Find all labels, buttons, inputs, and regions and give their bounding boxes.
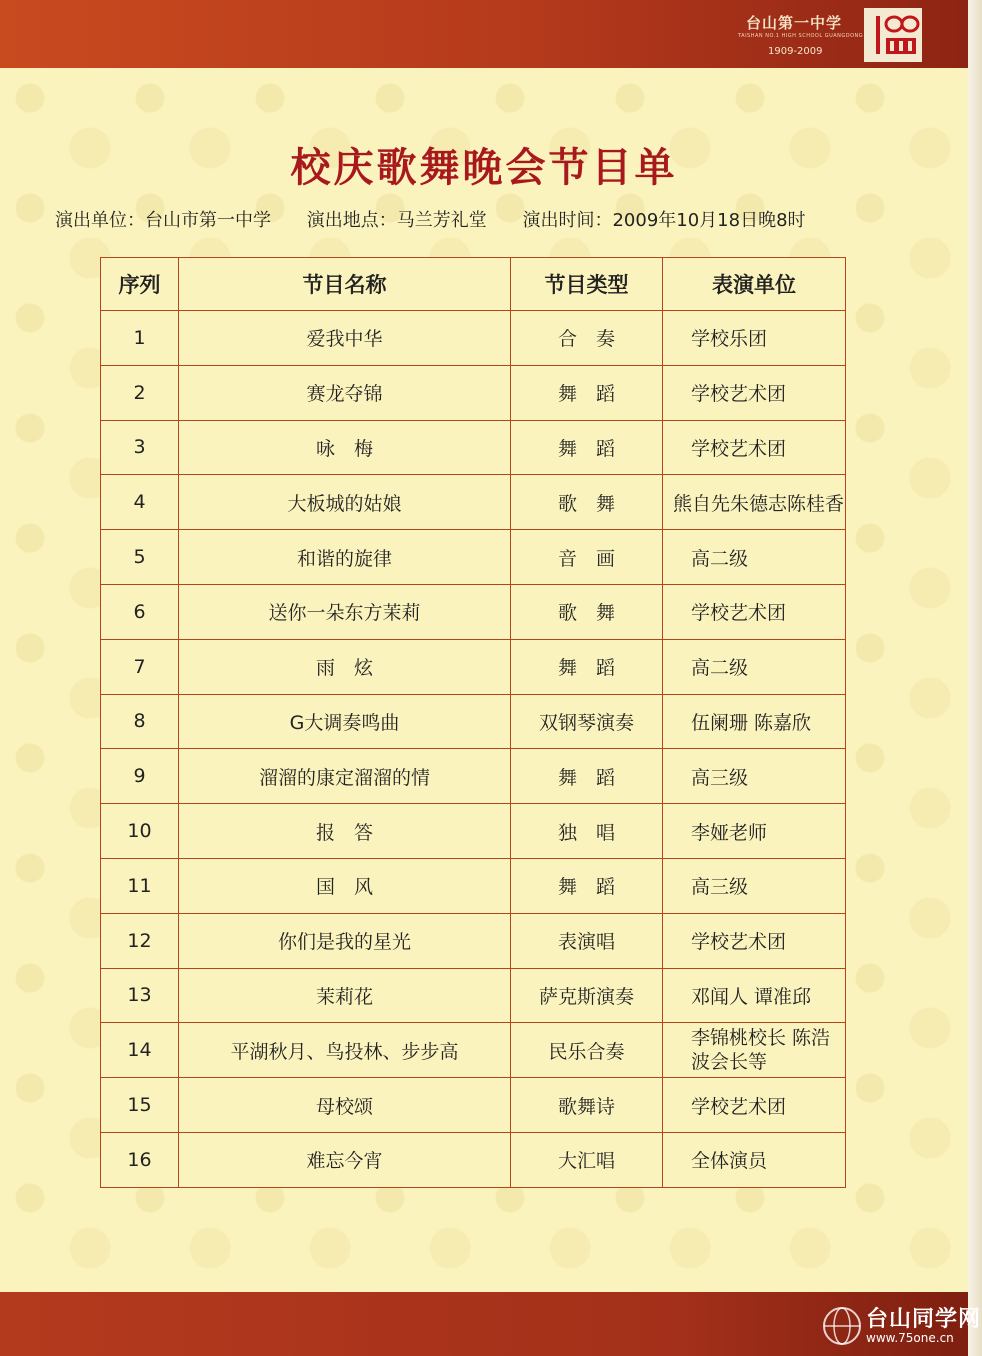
performer: 学校艺术团 (663, 365, 846, 420)
school-name: 台山第一中学 (746, 14, 843, 32)
row-number: 7 (101, 639, 179, 694)
performer: 学校艺术团 (663, 913, 846, 968)
row-number: 14 (101, 1023, 179, 1078)
table-row (101, 365, 846, 420)
program-type: 独 唱 (511, 804, 663, 859)
program-name: 大板城的姑娘 (179, 475, 511, 530)
performer: 高二级 (663, 639, 846, 694)
header-band (0, 0, 968, 68)
header-performer: 表演单位 (663, 258, 846, 311)
program-type: 舞 蹈 (511, 749, 663, 804)
program-type: 表演唱 (511, 913, 663, 968)
page-edge (968, 0, 982, 1356)
program-type: 音 画 (511, 530, 663, 585)
table-row (101, 1132, 846, 1187)
program-type: 舞 蹈 (511, 420, 663, 475)
globe-icon (820, 1304, 864, 1348)
header-sequence: 序列 (101, 258, 179, 311)
row-number: 6 (101, 584, 179, 639)
table-row (101, 858, 846, 913)
program-type: 舞 蹈 (511, 858, 663, 913)
program-type: 大汇唱 (511, 1132, 663, 1187)
table-row (101, 1023, 846, 1078)
performer: 李娅老师 (663, 804, 846, 859)
performance-unit: 演出单位：台山市第一中学 (55, 210, 271, 231)
performer: 高三级 (663, 858, 846, 913)
row-number: 8 (101, 694, 179, 749)
row-number: 15 (101, 1078, 179, 1133)
performance-info (55, 206, 836, 232)
program-name: 你们是我的星光 (179, 913, 511, 968)
table-row (101, 804, 846, 859)
program-name: 国 风 (179, 858, 511, 913)
table-row (101, 1078, 846, 1133)
row-number: 5 (101, 530, 179, 585)
program-name: 难忘今宵 (179, 1132, 511, 1187)
centennial-emblem-icon (864, 8, 922, 62)
row-number: 2 (101, 365, 179, 420)
program-name: G大调奏鸣曲 (179, 694, 511, 749)
table-row (101, 968, 846, 1023)
program-type: 舞 蹈 (511, 639, 663, 694)
performer: 高三级 (663, 749, 846, 804)
row-number: 11 (101, 858, 179, 913)
program-type: 歌舞诗 (511, 1078, 663, 1133)
performer: 邓闻人 谭准邱 (663, 968, 846, 1023)
row-number: 4 (101, 475, 179, 530)
program-name: 和谐的旋律 (179, 530, 511, 585)
watermark-site-name: 台山同学网 (866, 1307, 982, 1332)
table-row (101, 694, 846, 749)
performer: 全体演员 (663, 1132, 846, 1187)
program-name: 报 答 (179, 804, 511, 859)
header-program-type: 节目类型 (511, 258, 663, 311)
program-type: 萨克斯演奏 (511, 968, 663, 1023)
performer: 学校艺术团 (663, 420, 846, 475)
program-name: 平湖秋月、鸟投林、步步高 (179, 1023, 511, 1078)
program-type: 合 奏 (511, 311, 663, 366)
program-table (100, 257, 846, 1188)
table-row (101, 639, 846, 694)
performer: 伍阑珊 陈嘉欣 (663, 694, 846, 749)
table-row (101, 584, 846, 639)
row-number: 9 (101, 749, 179, 804)
performer: 高二级 (663, 530, 846, 585)
performer: 学校乐团 (663, 311, 846, 366)
performance-time: 演出时间：2009年10月18日晚8时 (522, 210, 806, 231)
program-name: 咏 梅 (179, 420, 511, 475)
page-title: 校庆歌舞晚会节目单 (290, 144, 678, 191)
table-row (101, 311, 846, 366)
row-number: 1 (101, 311, 179, 366)
program-name: 赛龙夺锦 (179, 365, 511, 420)
table-row (101, 530, 846, 585)
program-name: 母校颂 (179, 1078, 511, 1133)
row-number: 13 (101, 968, 179, 1023)
school-years: 1909-2009 (768, 46, 823, 57)
table-row (101, 475, 846, 530)
program-name: 茉莉花 (179, 968, 511, 1023)
performer: 熊自先朱德志陈桂香 (663, 475, 846, 530)
program-type: 民乐合奏 (511, 1023, 663, 1078)
watermark-url: www.75one.cn (866, 1331, 954, 1345)
program-type: 双钢琴演奏 (511, 694, 663, 749)
school-subtitle: TAISHAN NO.1 HIGH SCHOOL GUANGDONG (738, 33, 864, 39)
row-number: 3 (101, 420, 179, 475)
table-row (101, 749, 846, 804)
program-name: 溜溜的康定溜溜的情 (179, 749, 511, 804)
program-name: 雨 炫 (179, 639, 511, 694)
row-number: 10 (101, 804, 179, 859)
program-type: 歌 舞 (511, 584, 663, 639)
row-number: 16 (101, 1132, 179, 1187)
performer: 学校艺术团 (663, 584, 846, 639)
program-name: 爱我中华 (179, 311, 511, 366)
performer: 李锦桃校长 陈浩波会长等 (663, 1023, 846, 1078)
header-program-name: 节目名称 (179, 258, 511, 311)
performer: 学校艺术团 (663, 1078, 846, 1133)
table-header-row (101, 258, 846, 311)
program-type: 歌 舞 (511, 475, 663, 530)
performance-venue: 演出地点：马兰芳礼堂 (306, 210, 487, 231)
program-name: 送你一朵东方茉莉 (179, 584, 511, 639)
row-number: 12 (101, 913, 179, 968)
table-row (101, 420, 846, 475)
program-type: 舞 蹈 (511, 365, 663, 420)
table-row (101, 913, 846, 968)
